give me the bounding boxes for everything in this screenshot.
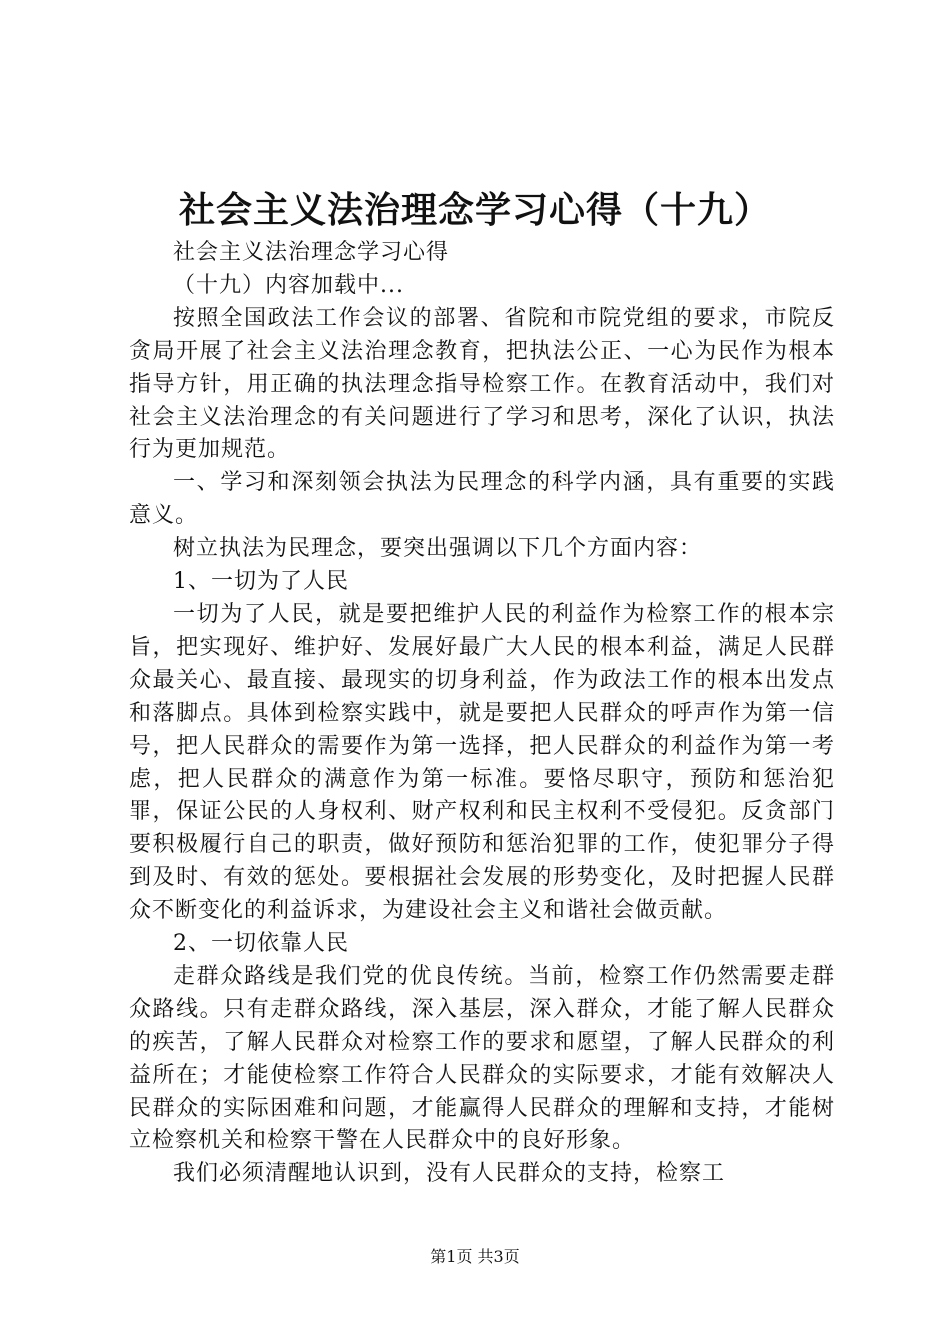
page-footer: 第1页 共3页	[430, 1247, 520, 1266]
paragraph: 按照全国政法工作会议的部署、省院和市院党组的要求，市院反贪局开展了社会主义法治理念教育，把执法公正、一心为民作为根本指导方针，用正确的执法理念指导检察工作。在教育活动中，我们对社会主义法治理念的有关问题进行了学习和思考，深化了认识，执法行为更加规范。	[129, 305, 835, 463]
paragraph: 走群众路线是我们党的优良传统。当前，检察工作仍然需要走群众路线。只有走群众路线，深入基层，深入群众，才能了解人民群众的疾苦，了解人民群众对检察工作的要求和愿望，了解人民群众的利益所在；才能使检察工作符合人民群众的实际要求，才能有效解决人民群众的实际困难和问题，才能赢得人民群众的理解和支持，才能树立检察机关和检察干警在人民群众中的良好形象。	[129, 963, 835, 1154]
subsection-heading: 1、一切为了人民	[173, 569, 349, 595]
document-body	[129, 237, 835, 1191]
section-heading: 一、学习和深刻领会执法为民理念的科学内涵，具有重要的实践意义。	[129, 470, 835, 529]
paragraph: 树立执法为民理念，要突出强调以下几个方面内容：	[173, 536, 703, 562]
paragraph: （十九）内容加载中...	[173, 272, 404, 298]
paragraph: 一切为了人民，就是要把维护人民的利益作为检察工作的根本宗旨，把实现好、维护好、发展好最广大人民的根本利益，满足人民群众最关心、最直接、最现实的切身利益，作为政法工作的根本出发点和落脚点。具体到检察实践中，就是要把人民群众的呼声作为第一信号，把人民群众的需要作为第一选择，把人民群众的利益作为第一考虑，把人民群众的满意作为第一标准。要恪尽职守，预防和惩治犯罪，保证公民的人身权利、财产权利和民主权利不受侵犯。反贪部门要积极履行自己的职责，做好预防和惩治犯罪的工作，使犯罪分子得到及时、有效的惩处。要根据社会发展的形势变化，及时把握人民群众不断变化的利益诉求，为建设社会主义和谐社会做贡献。	[129, 601, 835, 924]
paragraph: 我们必须清醒地认识到，没有人民群众的支持，检察工	[173, 1161, 726, 1187]
subsection-heading: 2、一切依靠人民	[173, 931, 349, 957]
document-title: 社会主义法治理念学习心得（十九）	[178, 189, 771, 231]
paragraph: 社会主义法治理念学习心得	[173, 240, 450, 265]
